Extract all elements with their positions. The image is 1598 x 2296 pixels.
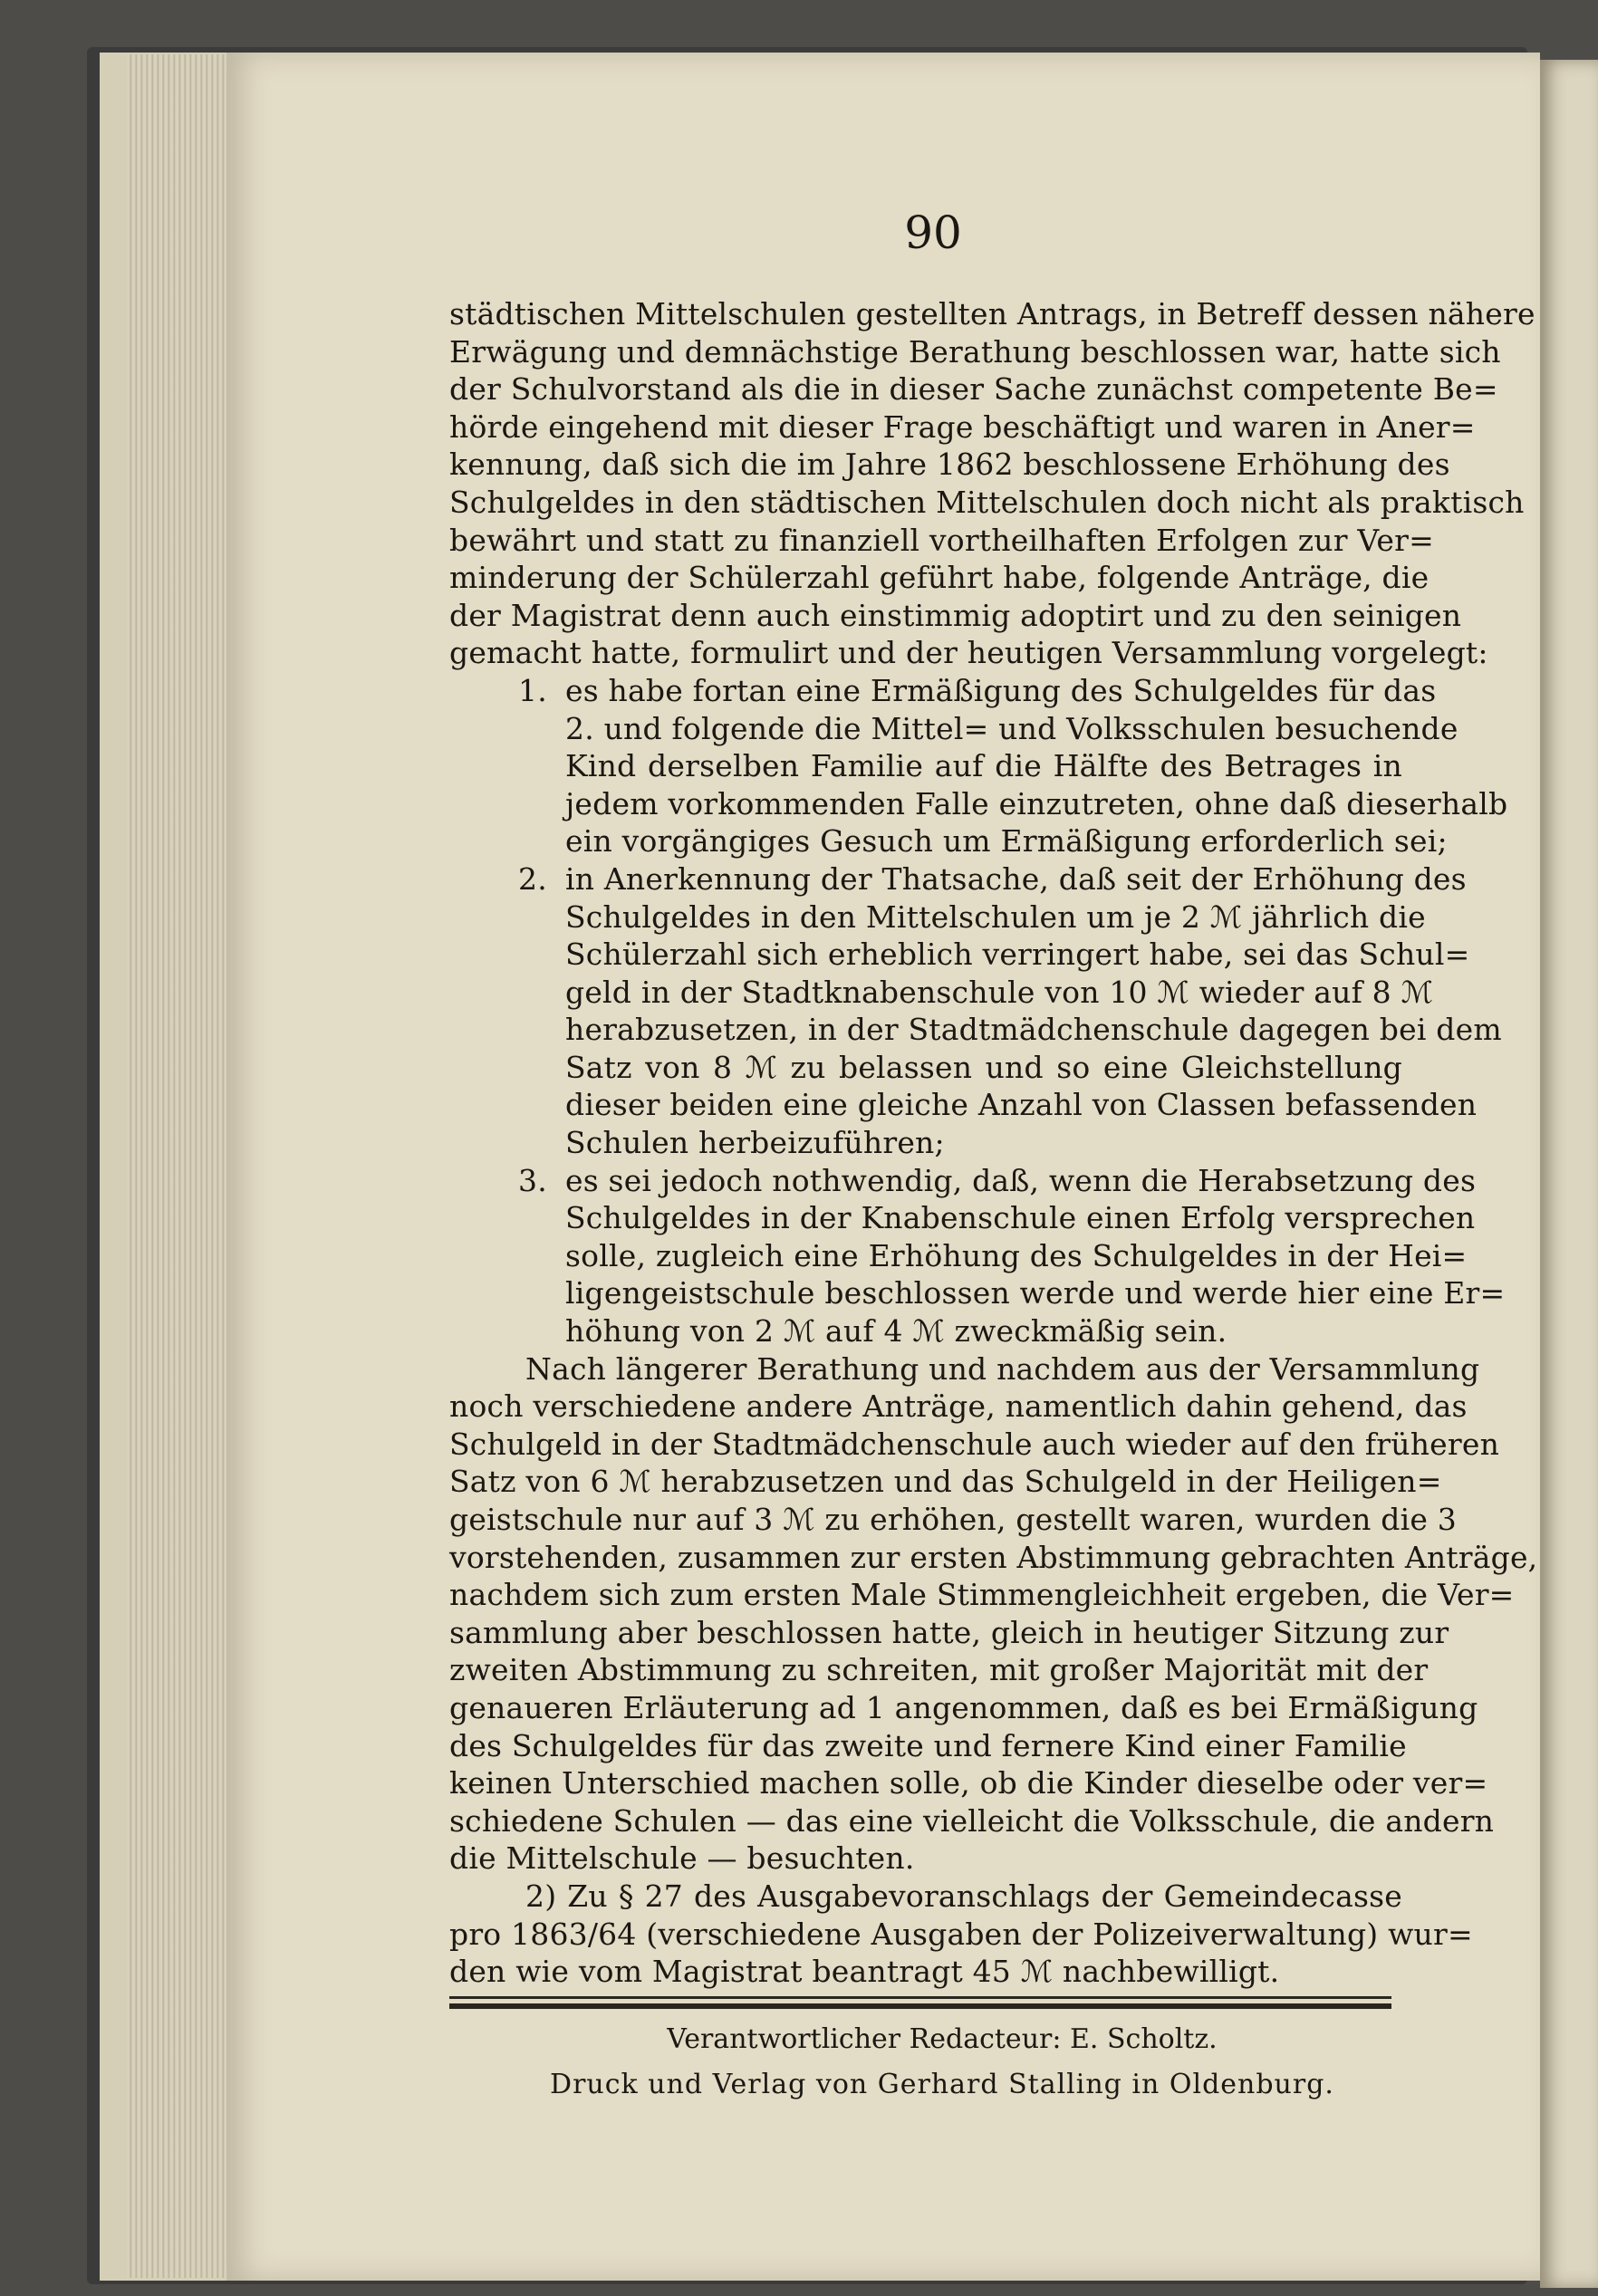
line-text: des Schulgeldes für das zweite und fernere Kind einer Familie <box>449 1727 1407 1763</box>
text-line <box>449 1802 1495 1840</box>
line-text: die Mittelschule — besuchten. <box>449 1840 915 1877</box>
line-text: nachdem sich zum ersten Male Stimmengleichheit ergeben, die Ver= <box>449 1577 1515 1613</box>
text-line <box>449 860 1467 898</box>
line-text: gemacht hatte, formulirt und der heutigen Versammlung vorgelegt: <box>449 635 1488 671</box>
line-text: hörde eingehend mit dieser Frage beschäftigt und waren in Aner= <box>449 408 1476 445</box>
line-text: der Schulvorstand als die in dieser Sache zunächst competente Be= <box>449 371 1498 408</box>
text-line <box>449 1011 1502 1049</box>
text-line <box>449 1764 1488 1802</box>
line-text: Nach längerer Berathung und nachdem aus der Versammlung <box>525 1350 1480 1387</box>
text-line <box>449 822 1448 860</box>
text-line <box>449 408 1476 447</box>
text-line <box>449 597 1462 635</box>
text-line <box>449 522 1434 560</box>
text-line <box>449 1953 1402 1991</box>
text-line <box>449 333 1501 371</box>
text-line <box>449 1350 1480 1388</box>
line-text: Erwägung und demnächstige Berathung beschlossen war, hatte sich <box>449 333 1501 370</box>
text-line <box>449 1124 1402 1162</box>
line-text: vorstehenden, zusammen zur ersten Abstimmung gebrachten Anträge, <box>449 1539 1538 1575</box>
line-text: 2) Zu § 27 des Ausgabevoranschlags der Gemeindecasse <box>525 1878 1402 1914</box>
line-text: bewährt und statt zu finanziell vortheilhaften Erfolgen zur Ver= <box>449 522 1434 558</box>
text-line <box>449 370 1498 408</box>
line-text: es habe fortan eine Ermäßigung des Schulgeldes für das <box>565 672 1437 708</box>
line-text: Satz von 6 ℳ herabzusetzen und das Schulgeld in der Heiligen= <box>449 1464 1442 1500</box>
text-line <box>449 974 1434 1012</box>
line-text: der Magistrat denn auch einstimmig adoptirt und zu den seinigen <box>449 597 1462 633</box>
text-line <box>449 1199 1476 1237</box>
text-line <box>449 1840 1402 1878</box>
page-edges <box>127 54 236 2278</box>
text-line <box>449 1727 1407 1765</box>
text-line <box>449 1689 1478 1727</box>
text-line <box>449 898 1426 937</box>
text-line <box>449 936 1470 974</box>
body-text <box>449 295 1538 1991</box>
line-text: keinen Unterschied machen solle, ob die Kinder dieselbe oder ver= <box>449 1765 1488 1801</box>
text-line <box>449 1501 1457 1539</box>
printer-line: Druck und Verlag von Gerhard Stalling in Oldenburg. <box>550 2069 1334 2100</box>
text-line <box>449 1916 1473 1954</box>
text-line <box>449 1237 1468 1275</box>
text-line <box>449 710 1458 748</box>
line-text: schiedene Schulen — das eine vielleicht die Volksschule, die andern <box>449 1802 1495 1839</box>
line-text: Schulen herbeizuführen; <box>565 1125 945 1161</box>
text-line <box>449 1878 1402 1916</box>
text-line <box>449 484 1525 522</box>
text-line <box>449 1086 1478 1124</box>
line-text: geistschule nur auf 3 ℳ zu erhöhen, gestellt waren, wurden die 3 <box>449 1502 1457 1537</box>
list-number: 3. <box>518 1162 547 1198</box>
rule-thin <box>449 1996 1391 1999</box>
text-line <box>449 1162 1477 1200</box>
text-line <box>449 1463 1442 1501</box>
text-line <box>449 1651 1429 1689</box>
text-line <box>449 1312 1402 1350</box>
line-text: Schulgeldes in den städtischen Mittelschulen doch nicht als praktisch <box>449 484 1525 520</box>
text-line <box>449 785 1508 823</box>
facing-page-edge <box>1540 60 1598 2288</box>
line-text: Schulgeld in der Stadtmädchenschule auch wieder auf den früheren <box>449 1426 1500 1462</box>
line-text: Satz von 8 ℳ zu belassen und so eine Gleichstellung <box>565 1049 1402 1085</box>
editor-line: Verantwortlicher Redacteur: E. Scholtz. <box>667 2023 1218 2055</box>
line-text: höhung von 2 ℳ auf 4 ℳ zweckmäßig sein. <box>565 1313 1227 1350</box>
line-text: Schulgeldes in den Mittelschulen um je 2 ℳ jährlich die <box>565 898 1426 935</box>
line-text: geld in der Stadtknabenschule von 10 ℳ wieder auf 8 ℳ <box>565 974 1434 1010</box>
page-number: 90 <box>904 207 962 259</box>
line-text: Schulgeldes in der Knabenschule einen Erfolg versprechen <box>565 1200 1476 1236</box>
footer-rule <box>449 1996 1391 2009</box>
line-text: ein vorgängiges Gesuch um Ermäßigung erforderlich sei; <box>565 823 1448 860</box>
line-text: pro 1863/64 (verschiedene Ausgaben der Polizeiverwaltung) wur= <box>449 1916 1473 1952</box>
line-text: genaueren Erläuterung ad 1 angenommen, daß es bei Ermäßigung <box>449 1689 1478 1725</box>
text-line <box>449 295 1535 333</box>
line-text: jedem vorkommenden Falle einzutreten, ohne daß dieserhalb <box>565 785 1508 821</box>
list-number: 1. <box>518 672 547 708</box>
line-text: ligengeistschule beschlossen werde und werde hier eine Er= <box>565 1275 1506 1311</box>
line-text: städtischen Mittelschulen gestellten Antrags, in Betreff dessen nähere <box>449 296 1535 331</box>
line-text: noch verschiedene andere Anträge, namentlich dahin gehend, das <box>449 1388 1468 1425</box>
line-text: kennung, daß sich die im Jahre 1862 beschlossene Erhöhung des <box>449 447 1450 483</box>
line-text: den wie vom Magistrat beantragt 45 ℳ nachbewilligt. <box>449 1954 1280 1990</box>
text-line <box>449 1274 1506 1312</box>
line-text: solle, zugleich eine Erhöhung des Schulgeldes in der Hei= <box>565 1237 1468 1273</box>
text-line <box>449 1388 1468 1426</box>
text-line <box>449 634 1488 672</box>
line-text: 2. und folgende die Mittel= und Volksschulen besuchende <box>565 710 1458 746</box>
text-line <box>449 1426 1500 1464</box>
text-line <box>449 1576 1515 1614</box>
text-line <box>449 1539 1538 1577</box>
text-line <box>449 1049 1402 1087</box>
line-text: Schülerzahl sich erheblich verringert habe, sei das Schul= <box>565 937 1470 973</box>
line-text: minderung der Schülerzahl geführt habe, folgende Anträge, die <box>449 560 1430 596</box>
line-text: in Anerkennung der Thatsache, daß seit der Erhöhung des <box>565 860 1467 897</box>
line-text: es sei jedoch nothwendig, daß, wenn die Herabsetzung des <box>565 1162 1477 1198</box>
text-line <box>449 1614 1449 1652</box>
line-text: zweiten Abstimmung zu schreiten, mit großer Majorität mit der <box>449 1652 1429 1688</box>
text-line <box>449 446 1450 484</box>
line-text: herabzusetzen, in der Stadtmädchenschule dagegen bei dem <box>565 1012 1502 1048</box>
list-number: 2. <box>518 860 547 897</box>
line-text: Kind derselben Familie auf die Hälfte des Betrages in <box>565 748 1402 784</box>
line-text: sammlung aber beschlossen hatte, gleich in heutiger Sitzung zur <box>449 1614 1449 1650</box>
text-line <box>449 559 1430 597</box>
text-line <box>449 672 1437 710</box>
rule-thick <box>449 2003 1391 2009</box>
line-text: dieser beiden eine gleiche Anzahl von Classen befassenden <box>565 1087 1478 1123</box>
text-line <box>449 747 1402 785</box>
